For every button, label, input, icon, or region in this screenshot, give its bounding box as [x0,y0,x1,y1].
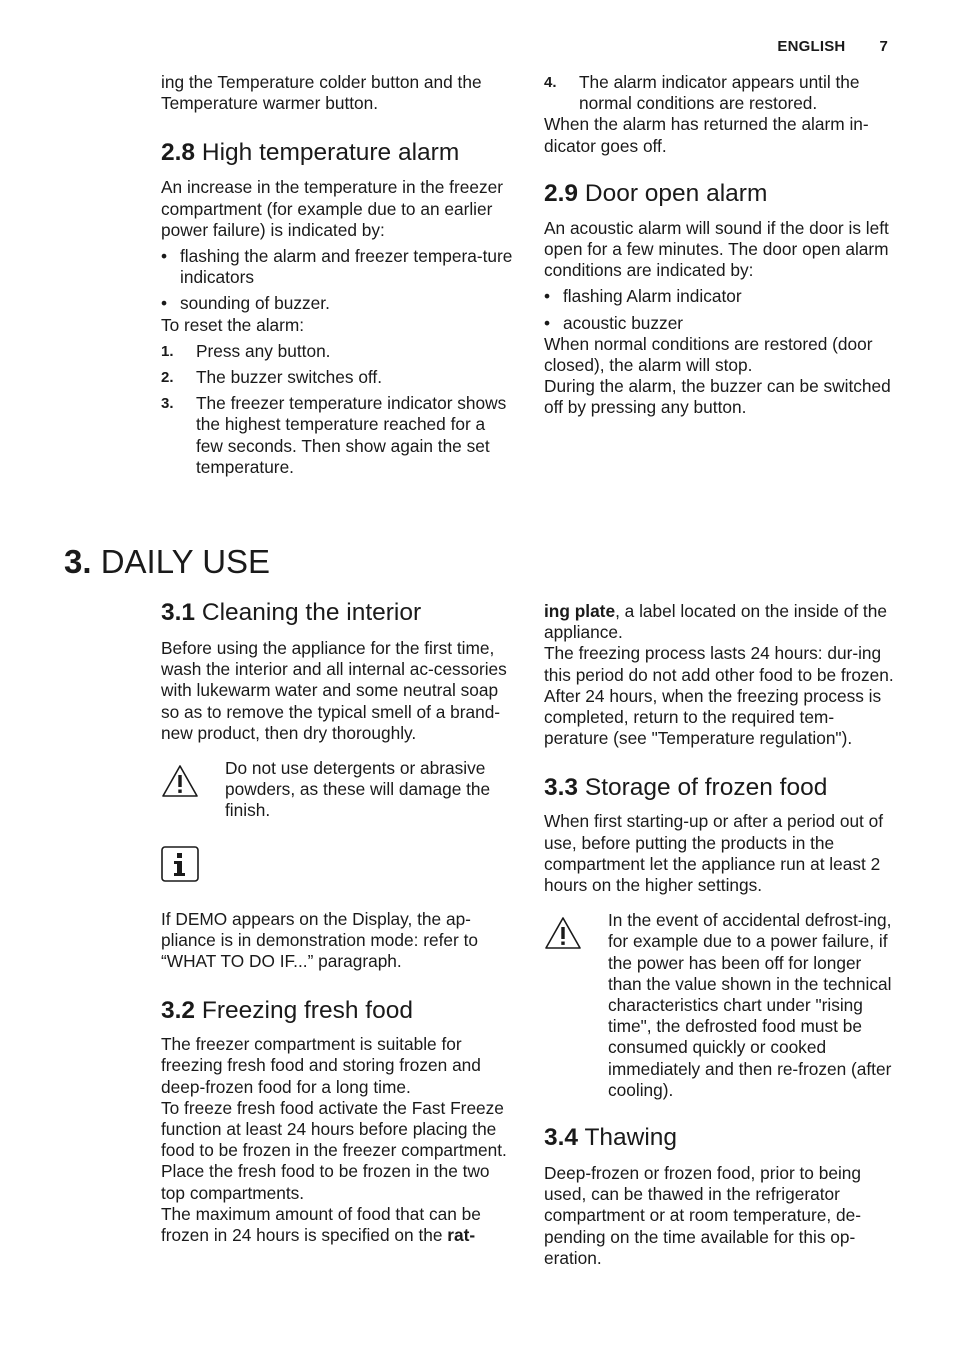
paragraph: To freeze fresh food activate the Fast Freeze function at least 24 hours before placing the food to be frozen in the freezer compartment. [161,1097,507,1161]
top-right-column [544,72,896,419]
section-2-9-intro: An acoustic alarm will sound if the door is left open for a few minutes. The door open alarm conditions are indicated by: [544,217,889,281]
warning-text: In the event of accidental defrost-ing, for example due to a power failure, if the power has been off for longer than the value shown in the technical characteristics chart under "rising time", the defrosted food must be consumed quickly or cooked immediately and then re-frozen (after cooling). [608,910,892,1100]
section-3-1-body: Before using the appliance for the first time, wash the interior and all internal ac-cessories with lukewarm water and some neutral soap so as to remove the typical smell of a brand-new product, then dry thoroughly. [161,638,507,743]
warning-icon [544,910,608,1101]
section-3-3-body: When first starting-up or after a period out of use, before putting the products in the compartment let the appliance run at least 2 hours on the higher settings. [544,811,884,896]
header-language: ENGLISH [777,38,846,55]
paragraph: Place the fresh food to be frozen in the two top compartments. [161,1161,490,1203]
warning-icon [161,758,225,822]
section-3-4-heading: 3.4 Thawing [544,1124,678,1152]
section-number: 2.8 [161,139,196,167]
paragraph: The freezing process lasts 24 hours: dur-ing this period do not add other food to be frozen. [544,643,894,685]
section-3-4-body: Deep-frozen or frozen food, prior to being used, can be thawed in the refrigerator compartment or at room temperature, de-pending on the time available for this op-eration. [544,1163,862,1268]
section-2-8-heading [161,138,513,168]
reset-label: To reset the alarm: [161,314,305,335]
step-item: 2. The buzzer switches off. [161,367,383,388]
bottom-left-column [161,598,513,1246]
warning-note [544,910,896,1101]
section-title: High temperature alarm [201,139,460,167]
section-2-8-intro: An increase in the temperature in the freezer compartment (for example due to an earlier power failure) is indicated by: [161,177,503,240]
section-2-9-heading: 2.9 Door open alarm [544,179,768,207]
step-item: 1. Press any button. [161,340,331,361]
page-header [777,38,888,55]
paragraph: After 24 hours, when the freezing process is completed, return to the required tem-perature (see "Temperature regulation"). [544,685,882,749]
step-item: 4. The alarm indicator appears until the normal conditions are restored. [544,72,860,114]
paragraph: When normal conditions are restored (door closed), the alarm will stop. [544,333,873,376]
list-item: • sounding of buzzer. [161,293,330,314]
continued-text: ing the Temperature colder button and the Temperature warmer button. [161,72,482,114]
section-3-1-heading: 3.1 Cleaning the interior [161,599,422,626]
top-left-column [161,72,513,478]
paragraph: During the alarm, the buzzer can be switched off by pressing any button. [544,376,891,418]
warning-note [161,758,513,822]
info-icon [161,846,513,887]
list-item: • flashing Alarm indicator [544,286,742,307]
step-item: 3. The freezer temperature indicator shows the highest temperature reached for a few seconds. Then show again the set temperature. [161,393,507,477]
list-item: • acoustic buzzer [544,312,684,333]
page-number: 7 [879,38,888,55]
chapter-heading: 3. DAILY USE [64,543,271,580]
bottom-right-column [544,601,896,1269]
info-text: If DEMO appears on the Display, the ap-pliance is in demonstration mode: refer to “WHAT TO DO IF...” paragraph. [161,908,478,972]
paragraph: The maximum amount of food that can be frozen in 24 hours is specified on the rat- [161,1203,481,1246]
section-3-2-heading: 3.2 Freezing fresh food [161,997,413,1025]
paragraph: ing plate, a label located on the inside of the appliance. [544,601,887,643]
list-item: • flashing the alarm and freezer tempera-ture indicators [161,246,513,288]
section-3-3-heading: 3.3 Storage of frozen food [544,774,828,802]
alarm-returned-text: When the alarm has returned the alarm in-dicator goes off. [544,114,869,156]
warning-text: Do not use detergents or abrasive powders, as these will damage the finish. [225,758,491,821]
paragraph: The freezer compartment is suitable for freezing fresh food and storing frozen and deep-frozen food for a long time. [161,1034,481,1097]
